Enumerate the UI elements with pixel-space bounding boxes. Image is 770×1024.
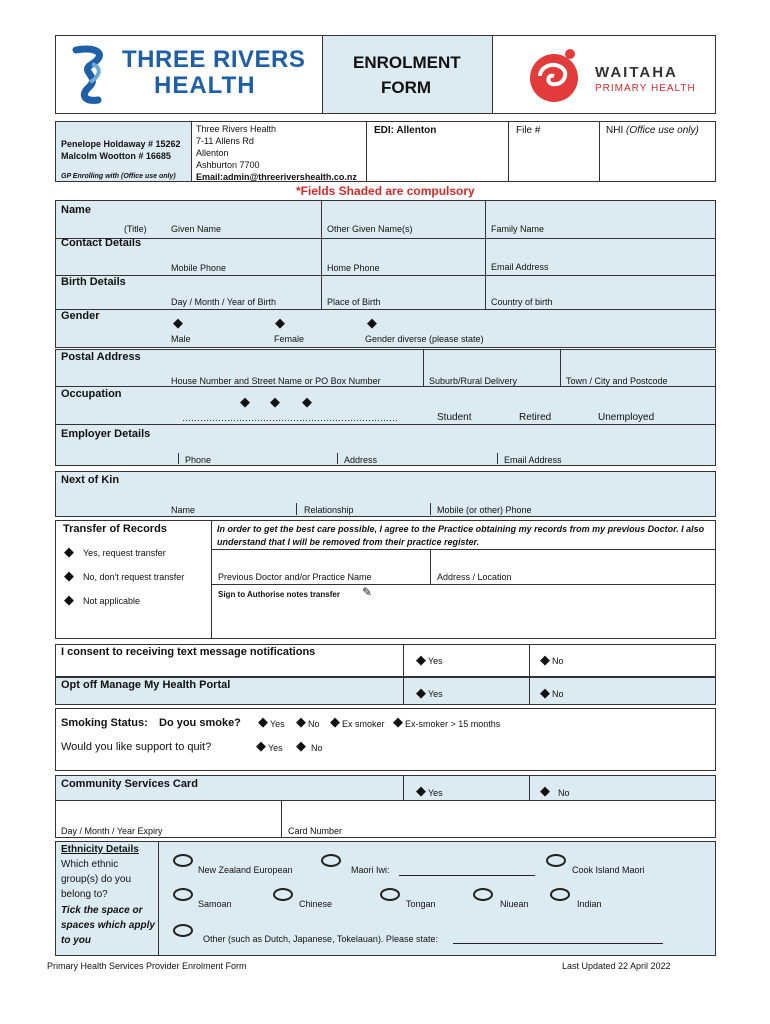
personal-block [55, 200, 716, 348]
nze-radio[interactable] [173, 854, 193, 867]
edi-label: EDI: Allenton [374, 125, 437, 136]
logo-left-line1: THREE RIVERS [122, 46, 306, 73]
cook-island-radio[interactable] [546, 854, 566, 867]
transfer-yes-diamond-icon[interactable]: ◆ [64, 544, 74, 559]
header-logo-right-box [492, 35, 716, 114]
form-title-line2: FORM [381, 78, 432, 97]
ethnicity-q1: Which ethnic [61, 859, 119, 870]
addr-2: 7-11 Allens Rd [196, 136, 254, 146]
addr-3: Allenton [196, 148, 229, 158]
opt-off-yes-label: Yes [428, 689, 443, 699]
indian-label: Indian [577, 899, 602, 909]
niuean-radio[interactable] [473, 888, 493, 901]
cook-island-label: Cook Island Maori [572, 865, 645, 875]
smoke-no-label: No [308, 719, 320, 729]
logo-right-line2: PRIMARY HEALTH [595, 83, 696, 94]
consent-yes-label: Yes [428, 656, 443, 666]
transfer-no-diamond-icon[interactable]: ◆ [64, 568, 74, 583]
previous-address-field[interactable]: Address / Location [437, 572, 512, 582]
tongan-radio[interactable] [380, 888, 400, 901]
gender-label: Gender [61, 310, 100, 322]
form-title-line1: ENROLMENT [353, 53, 461, 72]
csc-no-label: No [558, 788, 570, 798]
ethnicity-note3: to you [61, 935, 91, 946]
transfer-no-label: No, don't request transfer [83, 572, 185, 582]
maori-label: Maori Iwi: [351, 865, 390, 875]
ethnicity-label: Ethnicity Details [61, 844, 139, 855]
smoking-q1: Do you smoke? [159, 717, 241, 729]
opt-off-no-label: No [552, 689, 564, 699]
csc-card-number-field[interactable]: Card Number [288, 826, 343, 836]
opt-off-no-diamond-icon[interactable]: ◆ [540, 685, 550, 700]
next-of-kin-block [55, 471, 716, 517]
gp-1: Penelope Holdaway # 15262 [61, 139, 181, 149]
home-phone-field[interactable]: Home Phone [327, 263, 380, 273]
birth-label: Birth Details [61, 276, 126, 288]
compulsory-note: *Fields Shaded are compulsory [296, 184, 475, 198]
smoking-block [55, 708, 716, 771]
addr-4: Ashburton 7700 [196, 160, 260, 170]
student-diamond-icon[interactable]: ◆ [240, 394, 250, 409]
quit-no-label: No [311, 743, 323, 753]
csc-yes-diamond-icon[interactable]: ◆ [416, 783, 426, 798]
ex-smoker-15-diamond-icon[interactable]: ◆ [393, 714, 403, 729]
csc-no-diamond-icon[interactable]: ◆ [540, 783, 550, 798]
csc-yes-label: Yes [428, 788, 443, 798]
kin-label: Next of Kin [61, 474, 120, 486]
quit-yes-label: Yes [268, 743, 283, 753]
birth-place-field[interactable]: Place of Birth [327, 297, 381, 307]
samoan-label: Samoan [198, 899, 232, 909]
unemployed-diamond-icon[interactable]: ◆ [302, 394, 312, 409]
csc-expiry-field[interactable]: Day / Month / Year Expiry [61, 826, 163, 836]
maori-iwi-line[interactable] [399, 875, 535, 876]
employer-label: Employer Details [61, 428, 151, 440]
ethnicity-q3: belong to? [61, 889, 108, 900]
smoke-yes-label: Yes [270, 719, 285, 729]
chinese-label: Chinese [299, 899, 333, 909]
opt-off-label: Opt off Manage My Health Portal [61, 679, 231, 691]
retired-label: Retired [519, 412, 552, 423]
name-label: Name [61, 204, 91, 216]
dob-field[interactable]: Day / Month / Year of Birth [171, 297, 277, 307]
tongan-label: Tongan [406, 899, 436, 909]
maori-radio[interactable] [321, 854, 341, 867]
transfer-label: Transfer of Records [63, 523, 167, 535]
kin-name-field[interactable]: Name [171, 505, 196, 515]
employer-phone-field[interactable]: Phone [185, 455, 212, 465]
header-title-box [322, 35, 493, 114]
kin-relationship-field[interactable]: Relationship [304, 505, 354, 515]
gender-male-diamond-icon[interactable]: ◆ [173, 315, 183, 330]
edi-box [366, 121, 509, 182]
chinese-radio[interactable] [273, 888, 293, 901]
ethnicity-note2: spaces which apply [61, 920, 155, 931]
previous-doctor-field[interactable]: Previous Doctor and/or Practice Name [218, 572, 372, 582]
employer-address-field[interactable]: Address [344, 455, 378, 465]
retired-diamond-icon[interactable]: ◆ [270, 394, 280, 409]
gender-female-diamond-icon[interactable]: ◆ [275, 315, 285, 330]
addr-1: Three Rivers Health [196, 124, 277, 134]
employer-email-field[interactable]: Email Address [504, 455, 562, 465]
other-name-field[interactable]: Other Given Name(s) [327, 224, 413, 234]
other-radio[interactable] [173, 924, 193, 937]
transfer-consent-text: In order to get the best care possible, I agree to the Practice obtaining my records from my previous Doctor. I also understand that I will be removed from their practice register. [217, 524, 705, 547]
other-label: Other (such as Dutch, Japanese, Tokelauan). Please state: [203, 934, 438, 944]
consent-yes-diamond-icon[interactable]: ◆ [416, 652, 426, 667]
nhi-label: NHI (Office use only) [606, 125, 699, 136]
contact-label: Contact Details [61, 237, 142, 249]
ex-smoker-diamond-icon[interactable]: ◆ [330, 714, 340, 729]
smoke-no-diamond-icon[interactable]: ◆ [296, 714, 306, 729]
other-state-line[interactable] [453, 943, 663, 944]
gender-diverse-label: Gender diverse (please state) [365, 334, 484, 344]
practice-email: Email:admin@threerivershealth.co.nz [196, 172, 357, 182]
logo-right-line1: WAITAHA [595, 64, 678, 81]
practice-address-box [191, 121, 367, 182]
sign-authorise-field[interactable]: Sign to Authorise notes transfer [218, 590, 340, 599]
ex-smoker-label: Ex smoker [342, 719, 385, 729]
opt-off-yes-diamond-icon[interactable]: ◆ [416, 685, 426, 700]
smoking-q2: Would you like support to quit? [61, 741, 212, 753]
waitaha-logo-icon [526, 46, 584, 106]
quit-yes-diamond-icon[interactable]: ◆ [256, 738, 266, 753]
niuean-label: Niuean [500, 899, 529, 909]
ex-smoker-15-label: Ex-smoker > 15 months [405, 719, 501, 729]
gender-male-label: Male [171, 334, 191, 344]
signature-pen-icon: ✎ [362, 585, 373, 599]
consent-no-diamond-icon[interactable]: ◆ [540, 652, 550, 667]
ethnicity-q2: group(s) do you [61, 874, 132, 885]
birth-country-field[interactable]: Country of birth [491, 297, 553, 307]
occupation-label: Occupation [61, 388, 122, 400]
indian-radio[interactable] [550, 888, 570, 901]
logo-left-line2: HEALTH [154, 72, 256, 99]
header-logo-left-box [55, 35, 323, 114]
file-box [508, 121, 600, 182]
mobile-phone-field[interactable]: Mobile Phone [171, 263, 227, 273]
occupation-dots[interactable]: ……………………………………………………………… [182, 413, 398, 423]
transfer-na-label: Not applicable [83, 596, 141, 606]
gender-female-label: Female [274, 334, 305, 344]
suburb-field[interactable]: Suburb/Rural Delivery [429, 376, 518, 386]
student-label: Student [437, 412, 472, 423]
consent-no-label: No [552, 656, 564, 666]
address-block [55, 349, 716, 466]
gp-2: Malcolm Wootton # 16685 [61, 151, 171, 161]
postal-label: Postal Address [61, 351, 141, 363]
kin-mobile-field[interactable]: Mobile (or other) Phone [437, 505, 532, 515]
file-label: File # [516, 125, 541, 136]
nhi-box [599, 121, 716, 182]
unemployed-label: Unemployed [598, 412, 655, 423]
gender-diverse-diamond-icon[interactable]: ◆ [367, 315, 377, 330]
csc-label: Community Services Card [61, 778, 198, 790]
given-name-field[interactable]: Given Name [171, 224, 222, 234]
family-name-field[interactable]: Family Name [491, 224, 545, 234]
consent-text-label: I consent to receiving text message notifications [61, 646, 316, 658]
ethnicity-note1: Tick the space or [61, 905, 143, 916]
nze-label: New Zealand European [198, 865, 293, 875]
gp-note: GP Enrolling with (Office use only) [61, 173, 176, 180]
footer-right: Last Updated 22 April 2022 [562, 961, 671, 971]
email-field[interactable]: Email Address [491, 262, 549, 272]
gp-box [55, 121, 192, 182]
name-title[interactable]: (Title) [124, 224, 147, 234]
smoke-yes-diamond-icon[interactable]: ◆ [258, 714, 268, 729]
smoking-label: Smoking Status: [61, 717, 148, 729]
quit-no-diamond-icon[interactable]: ◆ [296, 738, 306, 753]
transfer-na-diamond-icon[interactable]: ◆ [64, 592, 74, 607]
town-field[interactable]: Town / City and Postcode [566, 376, 668, 386]
transfer-yes-label: Yes, request transfer [83, 548, 166, 558]
three-rivers-logo-icon [68, 44, 118, 104]
samoan-radio[interactable] [173, 888, 193, 901]
street-field[interactable]: House Number and Street Name or PO Box Number [171, 376, 381, 386]
footer-left: Primary Health Services Provider Enrolment Form [47, 961, 247, 971]
